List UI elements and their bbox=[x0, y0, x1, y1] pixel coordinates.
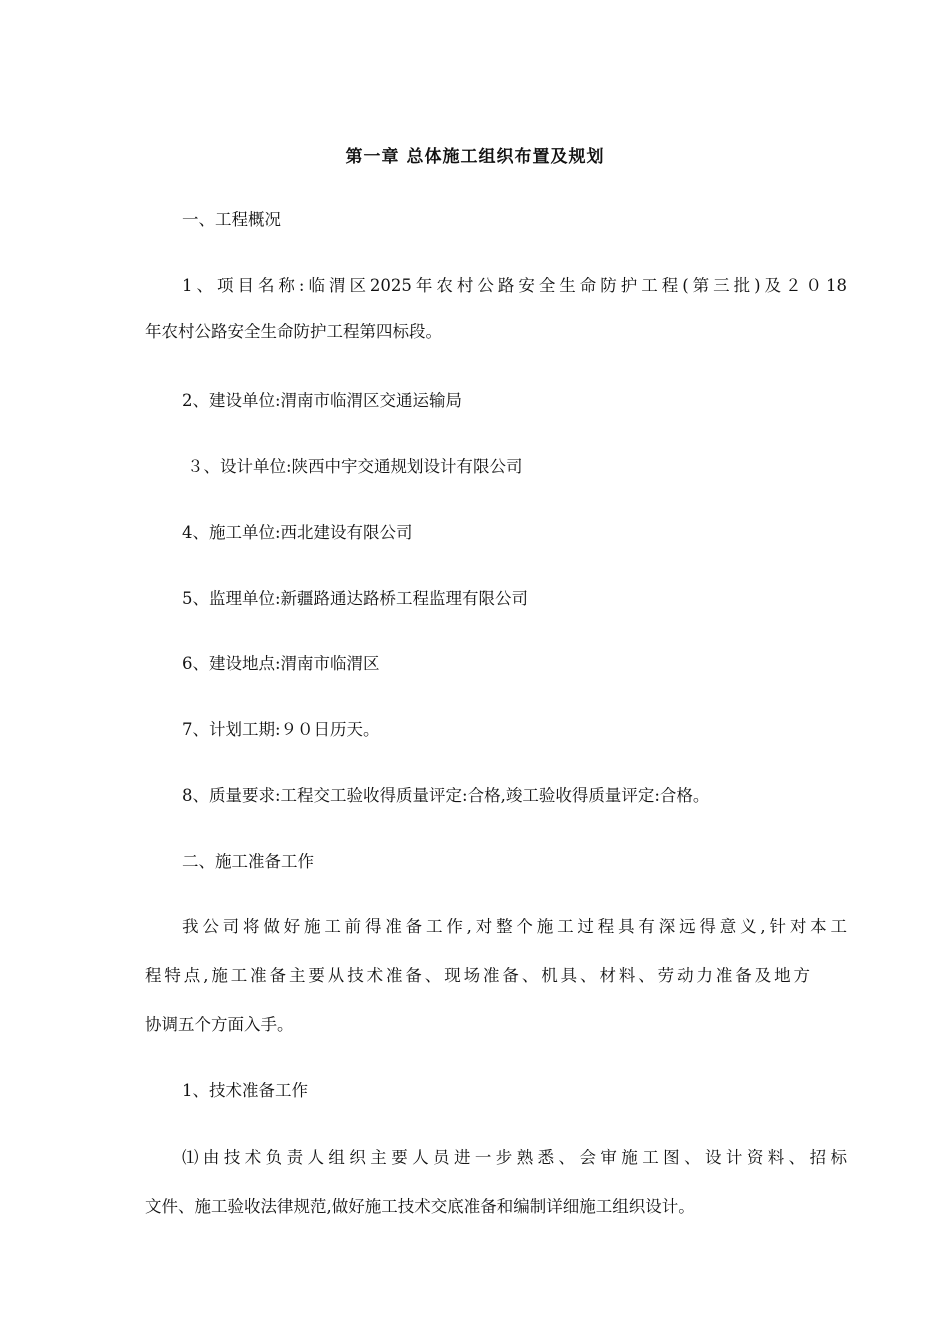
paragraph-line1: 我公司将做好施工前得准备工作,对整个施工过程具有深远得意义,针对本工 bbox=[182, 917, 847, 936]
item-construction-owner: 2、建设单位:渭南市临渭区交通运输局 bbox=[182, 391, 463, 410]
chapter-title: 第一章 总体施工组织布置及规划 bbox=[345, 147, 605, 167]
item-planned-duration: 7、计划工期:９０日历天。 bbox=[182, 720, 380, 739]
item-project-name-line2: 年农村公路安全生命防护工程第四标段。 bbox=[145, 322, 442, 341]
item-project-name-line1: 1、项目名称:临渭区2025年农村公路安全生命防护工程(第三批)及２０18 bbox=[182, 276, 847, 295]
technical-item1-line2: 文件、施工验收法律规范,做好施工技术交底准备和编制详细施工组织设计。 bbox=[145, 1197, 695, 1216]
subsection-heading-technical-preparation: 1、技术准备工作 bbox=[182, 1081, 308, 1100]
technical-item1-line1: ⑴由技术负责人组织主要人员进一步熟悉、会审施工图、设计资料、招标 bbox=[182, 1148, 847, 1167]
item-supervisor: 5、监理单位:新疆路通达路桥工程监理有限公司 bbox=[182, 589, 529, 608]
item-quality-requirement: 8、质量要求:工程交工验收得质量评定:合格,竣工验收得质量评定:合格。 bbox=[182, 786, 710, 805]
section-heading-construction-preparation: 二、施工准备工作 bbox=[182, 852, 314, 871]
paragraph-line3: 协调五个方面入手。 bbox=[145, 1015, 294, 1034]
item-construction-site: 6、建设地点:渭南市临渭区 bbox=[182, 654, 380, 673]
item-contractor: 4、施工单位:西北建设有限公司 bbox=[182, 523, 413, 542]
item-design-unit: ３、设计单位:陕西中宇交通规划设计有限公司 bbox=[187, 457, 523, 476]
paragraph-line2: 程特点,施工准备主要从技术准备、现场准备、机具、材料、劳动力准备及地方 bbox=[145, 966, 810, 985]
section-heading-project-overview: 一、工程概况 bbox=[182, 210, 281, 229]
